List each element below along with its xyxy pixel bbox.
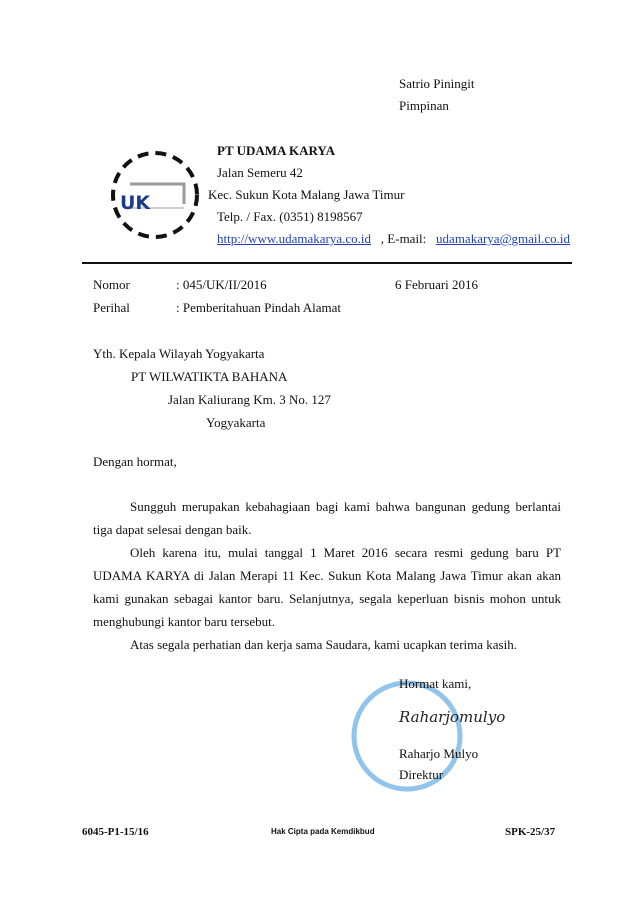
nomor-value: : 045/UK/II/2016 (176, 277, 267, 292)
paragraph-1: Sungguh merupakan kebahagiaan bagi kami bahwa bangunan gedung berlantai tiga dapat selesai dengan baik. (93, 499, 561, 537)
logo-text: UK (120, 192, 151, 214)
signature: Raharjomulyo (399, 708, 506, 726)
company-phone: Telp. / Fax. (0351) 8198567 (217, 209, 363, 224)
company-address-1: Jalan Semeru 42 (217, 165, 303, 180)
recipient-line-3: Jalan Kaliurang Km. 3 No. 127 (168, 392, 331, 407)
signer-name: Raharjo Mulyo (399, 746, 479, 761)
signer-title: Direktur (399, 767, 444, 782)
company-name: PT UDAMA KARYA (217, 143, 335, 158)
top-right-name: Satrio Piningit (399, 76, 475, 91)
paragraph-3: Atas segala perhatian dan kerja sama Saudara, kami ucapkan terima kasih. (130, 637, 517, 652)
company-address-2: Kec. Sukun Kota Malang Jawa Timur (208, 187, 405, 202)
perihal-value: : Pemberitahuan Pindah Alamat (176, 300, 341, 315)
company-contact (217, 231, 570, 247)
footer-left: 6045-P1-15/16 (82, 826, 149, 838)
letter-date: 6 Februari 2016 (395, 277, 479, 292)
recipient-line-4: Yogyakarta (206, 415, 266, 430)
greeting: Dengan hormat, (93, 454, 177, 469)
nomor-label: Nomor (93, 277, 130, 292)
paragraph-2: Oleh karena itu, mulai tanggal 1 Maret 2016 secara resmi gedung baru PT UDAMA KARYA di Jalan Merapi 11 Kec. Sukun Kota Malang Jawa Timur akan akan kami gunakan sebagai kantor baru. Selanjutnya, segala keperluan bisnis mohon untuk menghubungi kantor baru tersebut. (93, 545, 561, 629)
email-label: , E-mail: (380, 231, 427, 246)
letterhead-divider (82, 262, 572, 264)
perihal-label: Perihal (93, 300, 130, 315)
footer-right: SPK-25/37 (505, 826, 556, 838)
recipient-line-1: Yth. Kepala Wilayah Yogyakarta (93, 346, 265, 361)
closing-salutation: Hormat kami, (399, 676, 472, 691)
company-logo (108, 148, 202, 242)
top-right-title: Pimpinan (399, 98, 449, 113)
website-link[interactable]: http://www.udamakarya.co.id (217, 231, 372, 246)
email-link[interactable]: udamakarya@gmail.co.id (436, 231, 571, 246)
recipient-line-2: PT WILWATIKTA BAHANA (131, 369, 288, 384)
footer-center: Hak Cipta pada Kemdikbud (271, 827, 375, 836)
